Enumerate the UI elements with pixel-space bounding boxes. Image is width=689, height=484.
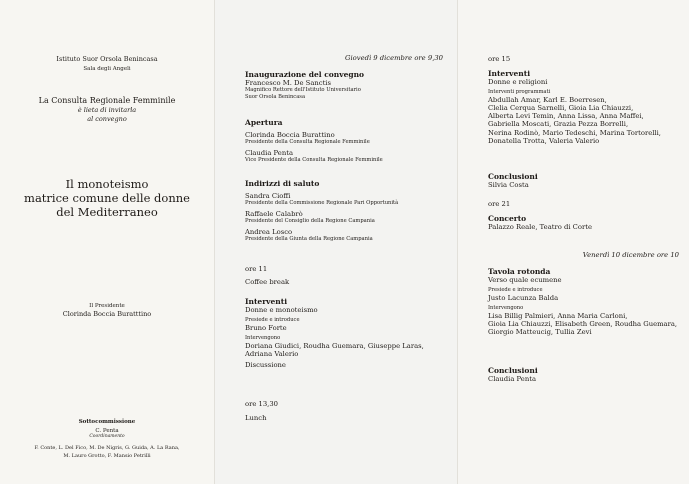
afternoon-conclusions-speaker: Silvia Costa bbox=[488, 181, 529, 189]
round-table-chair-label: Presiede e introduce bbox=[488, 287, 543, 294]
afternoon-talks-block bbox=[488, 69, 683, 145]
greetings-speaker-3: Andrea Losco bbox=[245, 227, 293, 236]
morning-chair-label: Presiede e introduce bbox=[245, 317, 300, 324]
cover-panel bbox=[0, 0, 214, 484]
discussion-label: Discussione bbox=[245, 361, 286, 369]
greetings-speaker-2: Raffaele Calabrò bbox=[245, 209, 303, 218]
inauguration-role-2: Suor Orsola Benincasa bbox=[245, 93, 306, 100]
inauguration-block bbox=[245, 70, 450, 100]
morning-speakers-label: Intervengono bbox=[245, 335, 281, 341]
lunch-label: Lunch bbox=[245, 414, 267, 422]
scheduled-talks-1: Abdullah Amar, Karl E. Boerresen, bbox=[488, 95, 607, 104]
concert-heading: Concerto bbox=[488, 214, 527, 223]
apertura-speaker-1: Clorinda Boccia Burattino bbox=[245, 131, 335, 139]
round-table-block bbox=[488, 267, 683, 336]
round-table-speakers-3: Giorgio Matteucig, Tullia Zevi bbox=[488, 328, 592, 336]
president-label: Il Presidente bbox=[89, 303, 125, 309]
subcommittee-members-2: M. Lauro Grotto, F. Mansio Petrilli bbox=[63, 453, 151, 459]
coffee-break: Coffee break bbox=[245, 278, 290, 286]
apertura-heading: Apertura bbox=[245, 118, 283, 127]
scheduled-talks-6: Donatella Trotta, Valeria Valerio bbox=[488, 136, 600, 145]
president-name: Clorinda Boccia Buratttino bbox=[62, 310, 152, 318]
day1-date: Giovedì 9 dicembre ore 9,30 bbox=[345, 54, 443, 62]
apertura-speaker-2: Claudia Penta bbox=[245, 148, 293, 157]
scheduled-talks-5: Nerina Rodinò, Mario Tedeschi, Marina Tortorelli, bbox=[488, 128, 661, 137]
final-conclusions-speaker: Claudia Penta bbox=[488, 375, 536, 383]
time-1330: ore 13,30 bbox=[245, 400, 278, 408]
subcommittee-label: Sottocommissione bbox=[78, 419, 136, 425]
final-conclusions-heading: Conclusioni bbox=[488, 366, 538, 375]
inauguration-heading: Inaugurazione del convegno bbox=[245, 70, 365, 79]
greetings-block bbox=[245, 179, 450, 242]
show-through-text bbox=[0, 148, 214, 164]
day2-date: Venerdì 10 dicembre ore 10 bbox=[582, 251, 679, 259]
apertura-block bbox=[245, 118, 450, 164]
scheduled-talks-3: Alberta Levi Temin, Anna Lissa, Anna Maffei, bbox=[488, 112, 644, 121]
greetings-heading: Indirizzi di saluto bbox=[245, 179, 320, 188]
round-table-speakers-label: Intervengono bbox=[488, 305, 524, 311]
concert-block bbox=[488, 214, 683, 231]
scheduled-talks-2: Clelia Cerqua Sarnelli, Gioia Lia Chiauzzi, bbox=[488, 104, 634, 112]
conference-title-3: del Mediterraneo bbox=[56, 205, 158, 219]
final-conclusions-block bbox=[488, 366, 683, 383]
greetings-speaker-1: Sandra Cioffi bbox=[245, 192, 291, 200]
invite-line-2: al convegno bbox=[87, 115, 127, 123]
program-panel-day2 bbox=[457, 0, 689, 484]
round-table-subtitle: Verso quale ecumene bbox=[488, 276, 562, 284]
afternoon-talks-heading: Interventi bbox=[488, 69, 531, 78]
morning-speakers-2: Adriana Valerio bbox=[245, 349, 299, 358]
conference-title-2: matrice comune delle donne bbox=[24, 191, 190, 205]
afternoon-talks-subtitle: Donne e religioni bbox=[488, 78, 548, 86]
inauguration-role-1: Magnifico Rettore dell'Istituto Universitario bbox=[245, 87, 361, 94]
subcommittee-members-1: F. Conte, L. Del Fico, M. De Nigris, G. Guida, A. La Rana, bbox=[34, 445, 180, 451]
host-name: La Consulta Regionale Femminile bbox=[38, 96, 176, 105]
morning-talks-block bbox=[245, 297, 450, 369]
round-table-heading: Tavola rotonda bbox=[488, 267, 551, 276]
invite-line-1: è lieta di invitarla bbox=[77, 106, 137, 114]
scheduled-talks-label: Interventi programmati bbox=[488, 89, 551, 96]
time-21: ore 21 bbox=[488, 200, 511, 208]
morning-talks-heading: Interventi bbox=[245, 297, 288, 306]
apertura-role-1: Presidente della Consulta Regionale Femminile bbox=[245, 139, 370, 146]
greetings-role-3: Presidente della Giunta della Regione Campania bbox=[245, 235, 373, 242]
scheduled-talks-4: Gabriella Moscati, Grazia Pezza Borrelli, bbox=[488, 120, 629, 129]
morning-talks-subtitle: Donne e monoteismo bbox=[245, 306, 318, 314]
apertura-role-2: Vice Presidente della Consulta Regionale Femminile bbox=[245, 157, 383, 163]
greetings-role-1: Presidente della Commissione Regionale Pari Opportunità bbox=[245, 200, 399, 207]
subcommittee-head: C. Penta bbox=[95, 428, 119, 434]
afternoon-conclusions-heading: Conclusioni bbox=[488, 172, 538, 181]
concert-venue: Palazzo Reale, Teatro di Corte bbox=[488, 223, 592, 231]
morning-speakers-1: Doriana Giudici, Roudha Guemara, Giuseppe Laras, bbox=[245, 341, 424, 350]
subcommittee-role: Coordinamento bbox=[89, 434, 125, 439]
greetings-role-2: Presidente del Consiglio della Regione Campania bbox=[245, 218, 375, 224]
program-panel-day1 bbox=[214, 0, 457, 484]
round-table-chair-name: Justo Lacunza Balda bbox=[488, 293, 559, 302]
afternoon-conclusions-block bbox=[488, 172, 683, 189]
morning-chair-name: Bruno Forte bbox=[245, 323, 287, 332]
institute-name: Istituto Suor Orsola Benincasa bbox=[56, 55, 158, 63]
conference-title-1: Il monoteismo bbox=[65, 177, 149, 191]
time-11: ore 11 bbox=[245, 265, 268, 273]
time-15: ore 15 bbox=[488, 55, 511, 63]
inauguration-speaker: Francesco M. De Sanctis bbox=[245, 79, 331, 87]
venue-room: Sala degli Angeli bbox=[83, 66, 131, 72]
round-table-speakers-2: Gioia Lia Chiauzzi, Elisabeth Green, Roudha Guemara, bbox=[488, 319, 678, 328]
round-table-speakers-1: Lisa Billig Palmieri, Anna Maria Carloni, bbox=[488, 311, 628, 320]
